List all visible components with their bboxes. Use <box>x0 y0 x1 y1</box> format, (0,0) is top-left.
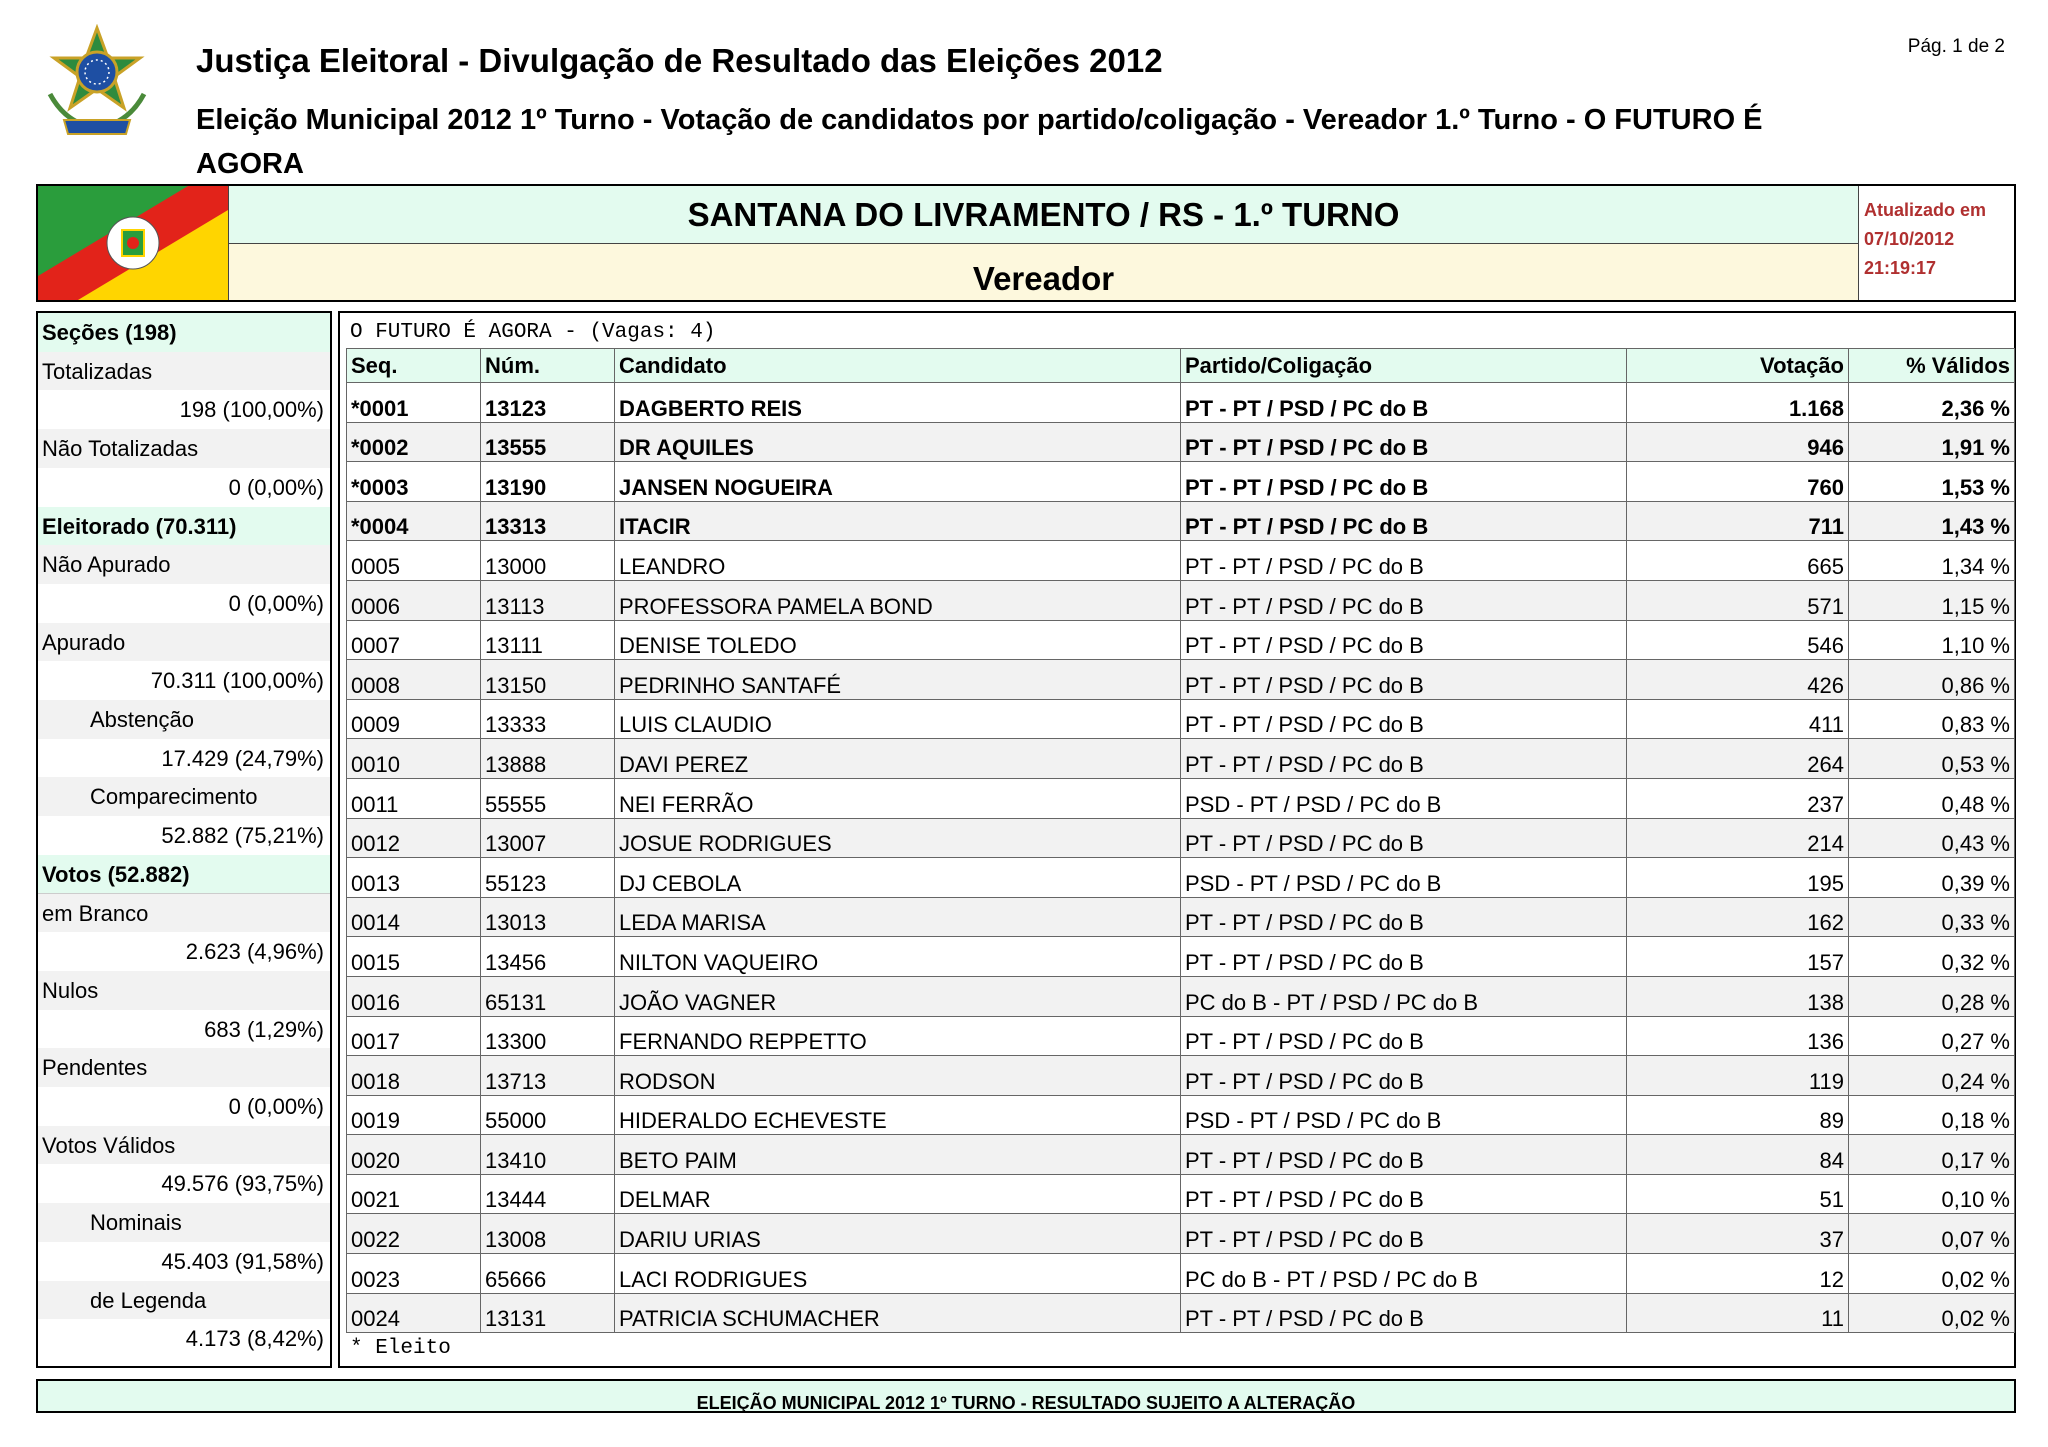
row-number: 13555 <box>481 422 615 462</box>
summary-value: 4.173 (8,42%) <box>38 1319 330 1359</box>
row-pct: 0,02 % <box>1849 1254 2015 1294</box>
table-row <box>347 580 2015 620</box>
row-pct: 1,15 % <box>1849 580 2015 620</box>
column-header-candidate: Candidato <box>615 349 1181 383</box>
row-pct: 0,86 % <box>1849 660 2015 700</box>
row-candidate: FERNANDO REPPETTO <box>615 1016 1181 1056</box>
row-votes: 237 <box>1627 778 1849 818</box>
row-votes: 760 <box>1627 462 1849 502</box>
row-seq: 0010 <box>347 739 481 779</box>
row-party: PT - PT / PSD / PC do B <box>1181 1293 1627 1333</box>
row-votes: 571 <box>1627 580 1849 620</box>
row-votes: 264 <box>1627 739 1849 779</box>
row-candidate: LEDA MARISA <box>615 897 1181 937</box>
row-pct: 0,24 % <box>1849 1056 2015 1096</box>
row-number: 13333 <box>481 699 615 739</box>
table-row <box>347 462 2015 502</box>
table-row <box>347 1016 2015 1056</box>
table-row <box>347 1056 2015 1096</box>
row-votes: 214 <box>1627 818 1849 858</box>
row-seq: 0005 <box>347 541 481 581</box>
location-banner <box>36 184 2016 302</box>
summary-label: Não Apurado <box>38 545 330 585</box>
table-row <box>347 422 2015 462</box>
row-party: PT - PT / PSD / PC do B <box>1181 501 1627 541</box>
column-header-party: Partido/Coligação <box>1181 349 1627 383</box>
row-pct: 0,02 % <box>1849 1293 2015 1333</box>
summary-label: Pendentes <box>38 1048 330 1088</box>
row-candidate: BETO PAIM <box>615 1135 1181 1175</box>
row-party: PT - PT / PSD / PC do B <box>1181 383 1627 423</box>
summary-value: 0 (0,00%) <box>38 1087 330 1127</box>
table-row <box>347 699 2015 739</box>
row-party: PT - PT / PSD / PC do B <box>1181 580 1627 620</box>
summary-label: de Legenda <box>38 1281 330 1321</box>
row-pct: 1,53 % <box>1849 462 2015 502</box>
row-number: 55555 <box>481 778 615 818</box>
row-votes: 138 <box>1627 976 1849 1016</box>
row-pct: 0,32 % <box>1849 937 2015 977</box>
row-seq: 0007 <box>347 620 481 660</box>
row-party: PSD - PT / PSD / PC do B <box>1181 858 1627 898</box>
summary-label: Nominais <box>38 1203 330 1243</box>
row-number: 13013 <box>481 897 615 937</box>
row-candidate: PATRICIA SCHUMACHER <box>615 1293 1181 1333</box>
row-candidate: DJ CEBOLA <box>615 858 1181 898</box>
row-candidate: DELMAR <box>615 1174 1181 1214</box>
row-party: PT - PT / PSD / PC do B <box>1181 897 1627 937</box>
summary-value: 52.882 (75,21%) <box>38 816 330 856</box>
row-number: 13313 <box>481 501 615 541</box>
row-votes: 157 <box>1627 937 1849 977</box>
updated-label: Atualizado em <box>1864 200 1987 220</box>
row-pct: 0,83 % <box>1849 699 2015 739</box>
row-candidate: HIDERALDO ECHEVESTE <box>615 1095 1181 1135</box>
footer-notice: ELEIÇÃO MUNICIPAL 2012 1º TURNO - RESULTADO SUJEITO A ALTERAÇÃO <box>36 1379 2016 1413</box>
summary-value: 2.623 (4,96%) <box>38 932 330 972</box>
row-seq: 0020 <box>347 1135 481 1175</box>
summary-value: 45.403 (91,58%) <box>38 1242 330 1282</box>
municipality-heading: SANTANA DO LIVRAMENTO / RS - 1.º TURNO <box>228 186 1858 244</box>
summary-value: 70.311 (100,00%) <box>38 661 330 701</box>
table-row <box>347 541 2015 581</box>
row-seq: *0004 <box>347 501 481 541</box>
row-votes: 426 <box>1627 660 1849 700</box>
row-seq: 0008 <box>347 660 481 700</box>
row-candidate: DAGBERTO REIS <box>615 383 1181 423</box>
table-row <box>347 1135 2015 1175</box>
row-seq: 0015 <box>347 937 481 977</box>
row-votes: 84 <box>1627 1135 1849 1175</box>
row-party: PT - PT / PSD / PC do B <box>1181 462 1627 502</box>
elected-footnote: * Eleito <box>350 1337 451 1360</box>
row-seq: 0024 <box>347 1293 481 1333</box>
table-row <box>347 778 2015 818</box>
row-candidate: RODSON <box>615 1056 1181 1096</box>
row-number: 13008 <box>481 1214 615 1254</box>
summary-label: Abstenção <box>38 700 330 740</box>
row-seq: 0019 <box>347 1095 481 1135</box>
report-subtitle: Eleição Municipal 2012 1º Turno - Votação de candidatos por partido/coligação - Vereador 1.º Turno - O FUTURO É AGORA <box>196 104 1763 180</box>
row-number: 13123 <box>481 383 615 423</box>
row-pct: 0,18 % <box>1849 1095 2015 1135</box>
table-row <box>347 383 2015 423</box>
row-votes: 546 <box>1627 620 1849 660</box>
row-seq: 0016 <box>347 976 481 1016</box>
table-row <box>347 976 2015 1016</box>
results-table <box>346 348 2015 1333</box>
row-votes: 119 <box>1627 1056 1849 1096</box>
row-seq: 0012 <box>347 818 481 858</box>
row-number: 55123 <box>481 858 615 898</box>
updated-time: 21:19:17 <box>1864 258 1937 278</box>
summary-value: 683 (1,29%) <box>38 1010 330 1050</box>
row-votes: 11 <box>1627 1293 1849 1333</box>
row-party: PT - PT / PSD / PC do B <box>1181 937 1627 977</box>
page-number: Pág. 1 de 2 <box>1907 36 2005 57</box>
row-number: 65666 <box>481 1254 615 1294</box>
row-pct: 0,39 % <box>1849 858 2015 898</box>
row-party: PC do B - PT / PSD / PC do B <box>1181 976 1627 1016</box>
row-seq: *0001 <box>347 383 481 423</box>
updated-date: 07/10/2012 <box>1864 229 1955 249</box>
rio-grande-do-sul-flag-icon <box>38 186 228 300</box>
row-seq: *0002 <box>347 422 481 462</box>
summary-section-heading: Eleitorado (70.311) <box>38 507 330 547</box>
row-seq: 0017 <box>347 1016 481 1056</box>
row-candidate: DARIU URIAS <box>615 1214 1181 1254</box>
table-row <box>347 620 2015 660</box>
row-seq: 0013 <box>347 858 481 898</box>
table-row <box>347 937 2015 977</box>
column-header-seq: Seq. <box>347 349 481 383</box>
row-candidate: NILTON VAQUEIRO <box>615 937 1181 977</box>
row-pct: 0,33 % <box>1849 897 2015 937</box>
table-row <box>347 818 2015 858</box>
row-candidate: PROFESSORA PAMELA BOND <box>615 580 1181 620</box>
row-candidate: DAVI PEREZ <box>615 739 1181 779</box>
row-candidate: JANSEN NOGUEIRA <box>615 462 1181 502</box>
row-votes: 162 <box>1627 897 1849 937</box>
row-number: 13111 <box>481 620 615 660</box>
row-party: PC do B - PT / PSD / PC do B <box>1181 1254 1627 1294</box>
row-number: 65131 <box>481 976 615 1016</box>
table-header-row <box>347 349 2015 383</box>
table-row <box>347 660 2015 700</box>
row-number: 55000 <box>481 1095 615 1135</box>
row-pct: 0,53 % <box>1849 739 2015 779</box>
row-votes: 51 <box>1627 1174 1849 1214</box>
row-party: PT - PT / PSD / PC do B <box>1181 1214 1627 1254</box>
row-party: PT - PT / PSD / PC do B <box>1181 660 1627 700</box>
coalition-title: O FUTURO É AGORA - (Vagas: 4) <box>350 321 716 344</box>
row-party: PT - PT / PSD / PC do B <box>1181 818 1627 858</box>
row-candidate: JOSUE RODRIGUES <box>615 818 1181 858</box>
row-party: PT - PT / PSD / PC do B <box>1181 739 1627 779</box>
summary-label: em Branco <box>38 894 330 934</box>
row-seq: 0006 <box>347 580 481 620</box>
row-seq: 0009 <box>347 699 481 739</box>
table-row <box>347 1095 2015 1135</box>
summary-value: 49.576 (93,75%) <box>38 1164 330 1204</box>
summary-section-heading: Votos (52.882) <box>38 855 330 895</box>
table-row <box>347 501 2015 541</box>
row-candidate: DR AQUILES <box>615 422 1181 462</box>
column-header-pct: % Válidos <box>1849 349 2015 383</box>
row-seq: 0021 <box>347 1174 481 1214</box>
row-pct: 1,91 % <box>1849 422 2015 462</box>
row-party: PT - PT / PSD / PC do B <box>1181 422 1627 462</box>
row-pct: 0,07 % <box>1849 1214 2015 1254</box>
column-header-num: Núm. <box>481 349 615 383</box>
row-number: 13190 <box>481 462 615 502</box>
summary-label: Votos Válidos <box>38 1126 330 1166</box>
row-number: 13713 <box>481 1056 615 1096</box>
row-number: 13444 <box>481 1174 615 1214</box>
row-pct: 1,10 % <box>1849 620 2015 660</box>
row-number: 13131 <box>481 1293 615 1333</box>
row-pct: 1,34 % <box>1849 541 2015 581</box>
row-votes: 89 <box>1627 1095 1849 1135</box>
row-candidate: LUIS CLAUDIO <box>615 699 1181 739</box>
update-timestamp <box>1858 186 2014 300</box>
report-title: Justiça Eleitoral - Divulgação de Resultado das Eleições 2012 <box>196 42 1163 79</box>
row-pct: 2,36 % <box>1849 383 2015 423</box>
row-pct: 0,10 % <box>1849 1174 2015 1214</box>
row-number: 13007 <box>481 818 615 858</box>
row-number: 13456 <box>481 937 615 977</box>
row-votes: 665 <box>1627 541 1849 581</box>
row-candidate: LEANDRO <box>615 541 1181 581</box>
row-number: 13888 <box>481 739 615 779</box>
row-seq: *0003 <box>347 462 481 502</box>
summary-value: 198 (100,00%) <box>38 390 330 430</box>
table-row <box>347 1214 2015 1254</box>
row-pct: 0,27 % <box>1849 1016 2015 1056</box>
row-seq: 0011 <box>347 778 481 818</box>
summary-label: Totalizadas <box>38 352 330 392</box>
row-party: PT - PT / PSD / PC do B <box>1181 620 1627 660</box>
row-candidate: PEDRINHO SANTAFÉ <box>615 660 1181 700</box>
row-candidate: ITACIR <box>615 501 1181 541</box>
row-number: 13300 <box>481 1016 615 1056</box>
summary-value: 17.429 (24,79%) <box>38 739 330 779</box>
row-votes: 195 <box>1627 858 1849 898</box>
summary-label: Apurado <box>38 623 330 663</box>
row-candidate: LACI RODRIGUES <box>615 1254 1181 1294</box>
row-candidate: NEI FERRÃO <box>615 778 1181 818</box>
row-candidate: JOÃO VAGNER <box>615 976 1181 1016</box>
row-candidate: DENISE TOLEDO <box>615 620 1181 660</box>
coat-of-arms-icon <box>36 24 158 142</box>
row-pct: 0,28 % <box>1849 976 2015 1016</box>
row-party: PT - PT / PSD / PC do B <box>1181 1056 1627 1096</box>
row-party: PSD - PT / PSD / PC do B <box>1181 1095 1627 1135</box>
row-party: PT - PT / PSD / PC do B <box>1181 1016 1627 1056</box>
row-votes: 136 <box>1627 1016 1849 1056</box>
summary-label: Comparecimento <box>38 777 330 817</box>
row-votes: 411 <box>1627 699 1849 739</box>
row-votes: 946 <box>1627 422 1849 462</box>
row-pct: 0,43 % <box>1849 818 2015 858</box>
column-header-votes: Votação <box>1627 349 1849 383</box>
row-seq: 0023 <box>347 1254 481 1294</box>
table-row <box>347 739 2015 779</box>
summary-label: Não Totalizadas <box>38 429 330 469</box>
row-pct: 1,43 % <box>1849 501 2015 541</box>
results-panel <box>338 311 2016 1368</box>
row-party: PT - PT / PSD / PC do B <box>1181 1135 1627 1175</box>
row-seq: 0022 <box>347 1214 481 1254</box>
row-seq: 0018 <box>347 1056 481 1096</box>
row-number: 13150 <box>481 660 615 700</box>
summary-value: 0 (0,00%) <box>38 584 330 624</box>
summary-panel <box>36 311 332 1368</box>
row-votes: 1.168 <box>1627 383 1849 423</box>
row-party: PT - PT / PSD / PC do B <box>1181 541 1627 581</box>
row-party: PT - PT / PSD / PC do B <box>1181 1174 1627 1214</box>
row-votes: 37 <box>1627 1214 1849 1254</box>
row-number: 13000 <box>481 541 615 581</box>
row-number: 13113 <box>481 580 615 620</box>
table-row <box>347 1174 2015 1214</box>
table-row <box>347 858 2015 898</box>
row-seq: 0014 <box>347 897 481 937</box>
table-row <box>347 1254 2015 1294</box>
row-pct: 0,48 % <box>1849 778 2015 818</box>
row-votes: 12 <box>1627 1254 1849 1294</box>
table-row <box>347 1293 2015 1333</box>
row-party: PSD - PT / PSD / PC do B <box>1181 778 1627 818</box>
row-votes: 711 <box>1627 501 1849 541</box>
row-number: 13410 <box>481 1135 615 1175</box>
summary-label: Nulos <box>38 971 330 1011</box>
office-heading: Vereador <box>228 244 1858 300</box>
row-party: PT - PT / PSD / PC do B <box>1181 699 1627 739</box>
row-pct: 0,17 % <box>1849 1135 2015 1175</box>
summary-section-heading: Seções (198) <box>38 313 330 353</box>
summary-value: 0 (0,00%) <box>38 468 330 508</box>
table-row <box>347 897 2015 937</box>
